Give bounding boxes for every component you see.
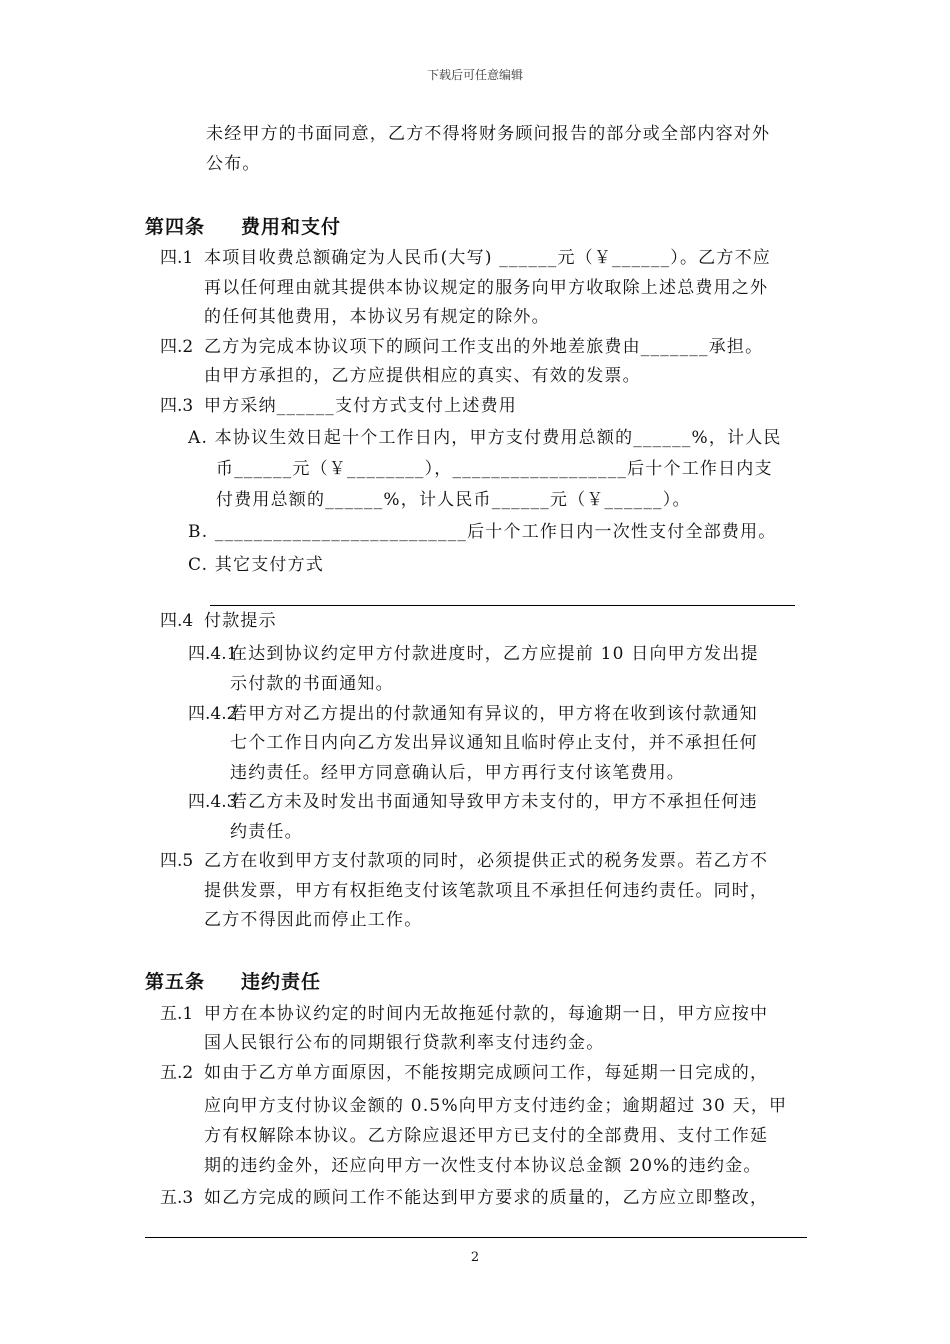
section-4-number: 第四条 <box>145 216 206 238</box>
clause-5-2-line-1 <box>160 1061 768 1085</box>
clause-text: 若甲方对乙方提出的付款通知有异议的，甲方将在收到该付款通知 <box>230 704 758 724</box>
clause-text: 甲方采纳______支付方式支付上述费用 <box>204 396 517 416</box>
footer-rule <box>145 1237 807 1238</box>
clause-number: 四.4.1 <box>188 644 238 664</box>
clause-5-3-line-1 <box>160 1186 768 1210</box>
intro-line-1: 未经甲方的书面同意，乙方不得将财务顾问报告的部分或全部内容对外 <box>206 124 771 144</box>
option-a-line-2: 币______元（￥________），__________________后十个工作日内支 <box>216 459 773 479</box>
clause-text: 如由于乙方单方面原因，不能按期完成顾问工作，每延期一日完成的， <box>204 1063 769 1083</box>
option-c: C. 其它支付方式 <box>188 555 325 575</box>
clause-text: 付款提示 <box>204 611 277 631</box>
clause-number: 五.3 <box>160 1188 194 1208</box>
clause-number: 四.1 <box>160 248 194 268</box>
clause-4-5-line-2: 提供发票，甲方有权拒绝支付该笔款项且不承担任何违约责任。同时， <box>204 881 769 901</box>
clause-4-4-2-line-3: 违约责任。经甲方同意确认后，甲方再行支付该笔费用。 <box>230 763 685 783</box>
section-5-heading <box>145 967 321 994</box>
clause-4-2-line-2: 由甲方承担的，乙方应提供相应的真实、有效的发票。 <box>204 366 641 386</box>
clause-number: 五.2 <box>160 1063 194 1083</box>
clause-4-5-line-1 <box>160 849 768 873</box>
clause-text: 本项目收费总额确定为人民币(大写) ______元（￥______）。乙方不应 <box>204 248 771 268</box>
clause-5-2-line-2: 应向甲方支付协议金额的 0.5%向甲方支付违约金；逾期超过 30 天，甲 <box>204 1096 788 1116</box>
clause-4-2-line-1 <box>160 335 763 359</box>
clause-text: 乙方为完成本协议项下的顾问工作支出的外地差旅费由_______承担。 <box>204 337 764 357</box>
clause-text: 乙方在收到甲方支付款项的同时，必须提供正式的税务发票。若乙方不 <box>204 851 769 871</box>
clause-text: 在达到协议约定甲方付款进度时，乙方应提前 10 日向甲方发出提 <box>230 644 759 664</box>
section-4-heading <box>145 212 341 239</box>
intro-line-2: 公布。 <box>206 154 261 174</box>
option-a-line-1: A. 本协议生效日起十个工作日内，甲方支付费用总额的______%，计人民 <box>188 428 782 448</box>
clause-number: 四.4 <box>160 611 194 631</box>
clause-5-1-line-2: 国人民银行公布的同期银行贷款利率支付违约金。 <box>204 1033 605 1053</box>
section-5-title: 违约责任 <box>241 971 322 993</box>
blank-line <box>210 605 795 606</box>
option-a-line-3: 付费用总额的______%，计人民币______元（￥______）。 <box>216 490 691 510</box>
clause-number: 五.1 <box>160 1004 194 1024</box>
clause-number: 四.2 <box>160 337 194 357</box>
clause-text: 甲方在本协议约定的时间内无故拖延付款的，每逾期一日，甲方应按中 <box>204 1004 769 1024</box>
clause-number: 四.3 <box>160 396 194 416</box>
clause-text: 若乙方未及时发出书面通知导致甲方未支付的，甲方不承担任何违 <box>230 792 758 812</box>
page-number: 2 <box>470 1250 480 1265</box>
clause-4-1-line-1 <box>160 246 771 270</box>
clause-4-4-1-line-1 <box>188 642 759 666</box>
clause-4-1-line-2: 再以任何理由就其提供本协议规定的服务向甲方收取除上述总费用之外 <box>204 278 769 298</box>
clause-4-4-3-line-1 <box>188 790 758 814</box>
clause-4-4-2-line-2: 七个工作日内向乙方发出异议通知且临时停止支付，并不承担任何 <box>230 733 758 753</box>
clause-5-2-line-3: 方有权解除本协议。乙方除应退还甲方已支付的全部费用、支付工作延 <box>204 1126 769 1146</box>
section-5-number: 第五条 <box>145 971 206 993</box>
clause-4-4-3-line-2: 约责任。 <box>230 822 303 842</box>
clause-4-4-1-line-2: 示付款的书面通知。 <box>230 674 394 694</box>
page-header: 下载后可任意编辑 <box>426 68 523 82</box>
section-4-title: 费用和支付 <box>241 216 342 238</box>
clause-number: 四.4.2 <box>188 704 238 724</box>
clause-4-3 <box>160 394 517 418</box>
clause-number: 四.5 <box>160 851 194 871</box>
clause-4-4-2-line-1 <box>188 702 758 726</box>
clause-number: 四.4.3 <box>188 792 238 812</box>
clause-5-1-line-1 <box>160 1002 768 1026</box>
clause-4-5-line-3: 乙方不得因此而停止工作。 <box>204 910 423 930</box>
clause-4-4 <box>160 609 277 633</box>
clause-5-2-line-4: 期的违约金外，还应向甲方一次性支付本协议总金额 20%的违约金。 <box>204 1156 762 1176</box>
clause-text: 如乙方完成的顾问工作不能达到甲方要求的质量的，乙方应立即整改， <box>204 1188 769 1208</box>
clause-4-1-line-3: 的任何其他费用，本协议另有规定的除外。 <box>204 307 550 327</box>
option-b: B. __________________________后十个工作日内一次性支付全部费用。 <box>188 522 777 542</box>
